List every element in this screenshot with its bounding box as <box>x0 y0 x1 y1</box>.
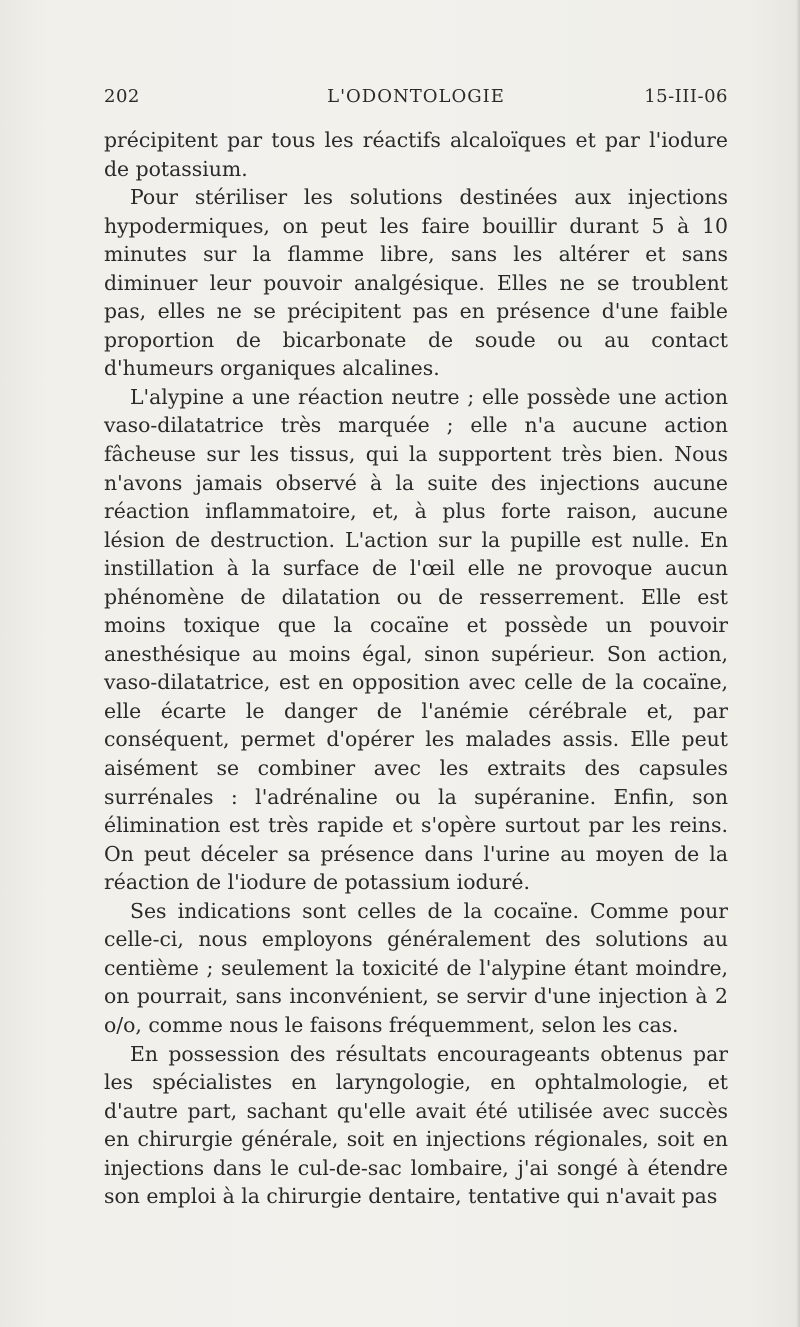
paragraph: Ses indications sont celles de la cocaïne. Comme pour celle-ci, nous employons généralement des solutions au centième ; seulement la toxicité de l'alypine étant moindre, on pourrait, sans inconvénient, se servir d'une injection à 2 o/o, comme nous le faisons fréquemment, selon les cas. <box>104 898 728 1037</box>
paragraph: Pour stériliser les solutions destinées aux injections hypodermiques, on peut les faire bouillir durant 5 à 10 minutes sur la flamme libre, sans les altérer et sans diminuer leur pouvoir analgésique. Elles ne se troublent pas, elles ne se précipitent pas en présence d'une faible proportion de bicarbonate de soude ou au contact d'humeurs organiques alcalines. <box>104 185 728 381</box>
paragraph: précipitent par tous les réactifs alcaloïques et par l'iodure de potassium. <box>104 128 728 181</box>
page-header <box>104 86 728 116</box>
body-text <box>104 126 728 1211</box>
running-title: L'ODONTOLOGIE <box>327 86 505 107</box>
paragraph: L'alypine a une réaction neutre ; elle possède une action vaso-dilatatrice très marquée ; elle n'a aucune action fâcheuse sur les tissus, qui la supportent très bien. Nous n'avons jamais observé à la suite des injections aucune réaction inflammatoire, et, à plus forte raison, aucune lésion de destruction. L'action sur la pupille est nulle. En instillation à la surface de l'œil elle ne provoque aucun phénomène de dilatation ou de resserrement. Elle est moins toxique que la cocaïne et possède un pouvoir anesthésique au moins égal, sinon supérieur. Son action, vaso-dilatatrice, est en opposition avec celle de la cocaïne, elle écarte le danger de l'anémie cérébrale et, par conséquent, permet d'opérer les malades assis. Elle peut aisément se combiner avec les extraits des capsules surrénales : l'adrénaline ou la supéranine. Enfin, son élimination est très rapide et s'opère surtout par les reins. On peut déceler sa présence dans l'urine au moyen de la réaction de l'iodure de potassium ioduré. <box>104 384 728 895</box>
page-number: 202 <box>104 86 140 107</box>
issue-date: 15-III-06 <box>644 86 728 107</box>
page-edge-shadow <box>796 0 800 1327</box>
paragraph: En possession des résultats encourageants obtenus par les spécialistes en laryngologie, en ophtalmologie, et d'autre part, sachant qu'elle avait été utilisée avec succès en chirurgie générale, soit en injections régionales, soit en injections dans le cul-de-sac lombaire, j'ai songé à étendre son emploi à la chirurgie dentaire, tentative qui n'avait pas <box>104 1041 728 1209</box>
